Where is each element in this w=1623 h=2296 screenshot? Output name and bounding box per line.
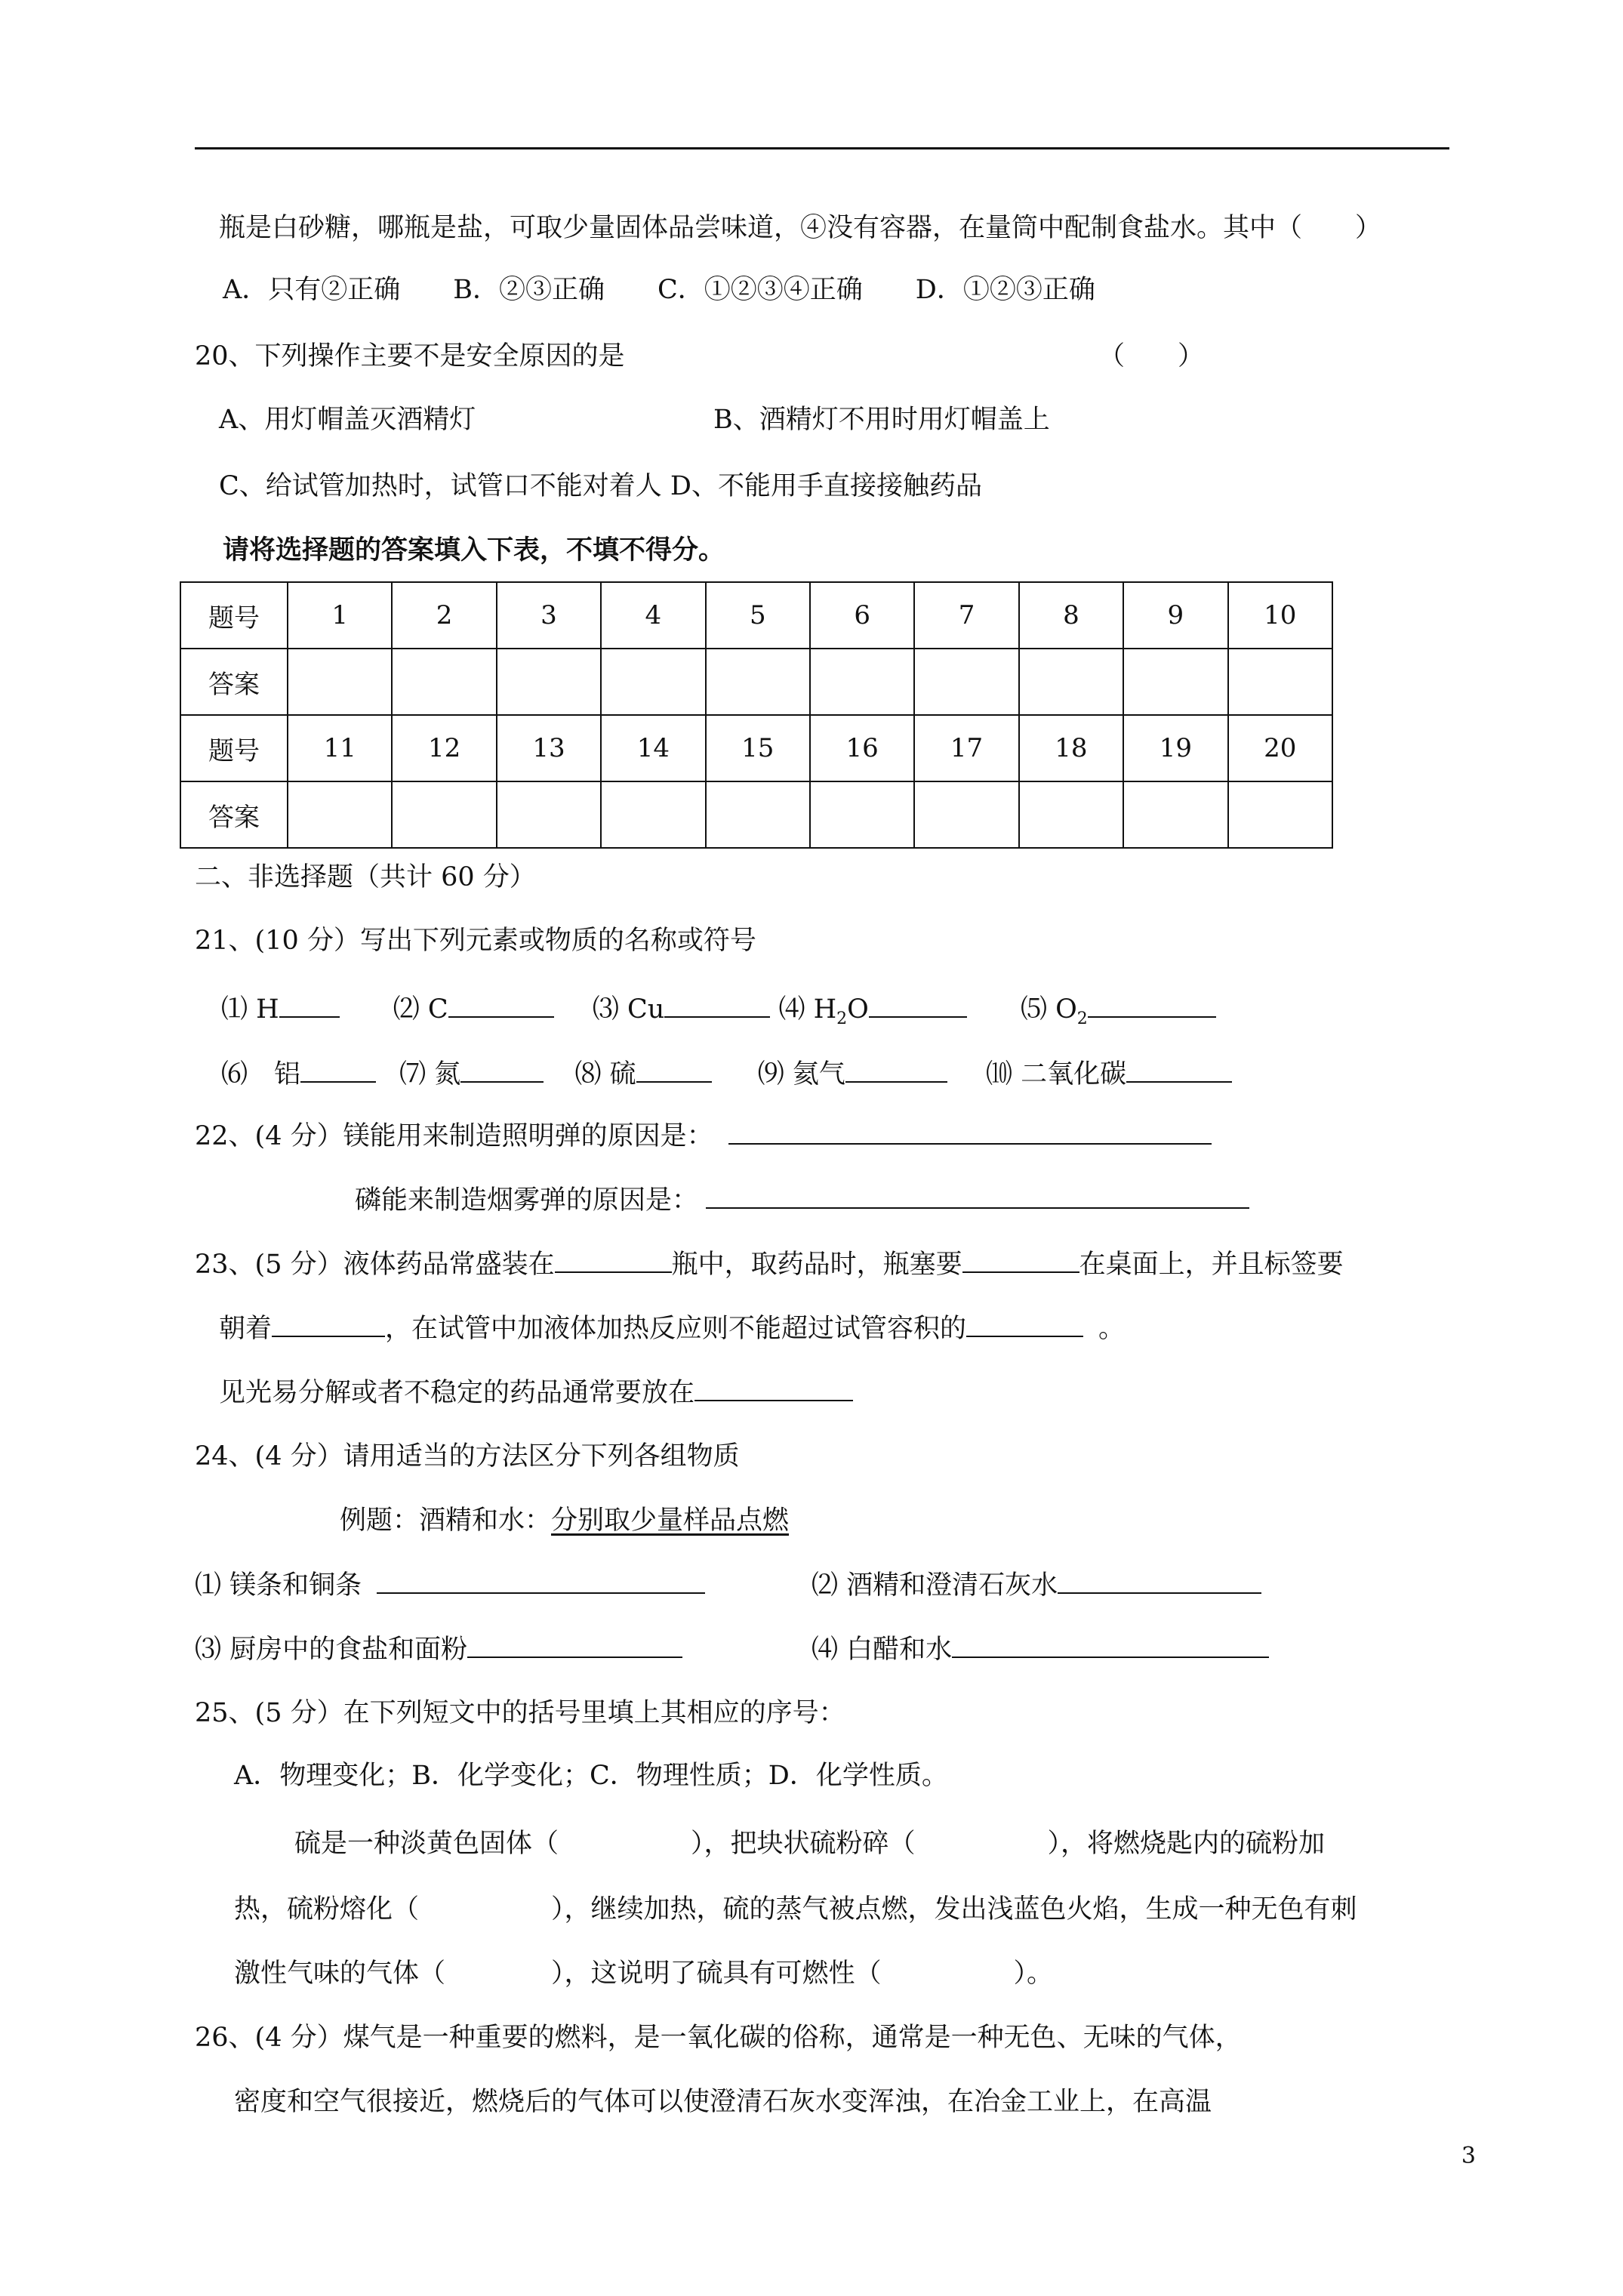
q24-example: 例题：酒精和水：分别取少量样品点燃 — [340, 1505, 790, 1536]
q24-item-4: ⑷ 白醋和水 — [812, 1631, 1269, 1668]
q20-answer-paren: （ ） — [1098, 341, 1205, 371]
q23-line-2: 朝着 ，在试管中加液体加热反应则不能超过试管容积的 。 — [219, 1310, 1125, 1347]
table-row — [180, 715, 1332, 781]
table-cell: 13 — [497, 715, 601, 781]
table-cell: 8 — [1019, 582, 1123, 649]
table-cell: 17 — [914, 715, 1018, 781]
answer-cell[interactable] — [601, 649, 705, 715]
q25-options: A．物理变化；B．化学变化；C．物理性质；D．化学性质。 — [234, 1761, 948, 1791]
table-cell: 1 — [288, 582, 392, 649]
table-cell: 3 — [497, 582, 601, 649]
answer-cell[interactable] — [392, 781, 496, 848]
table-header-cell: 题号 — [180, 582, 288, 649]
q20-options-cd: C、给试管加热时，试管口不能对着人 D、不能用手直接接触药品 — [219, 471, 982, 501]
table-cell: 20 — [1228, 715, 1332, 781]
table-cell: 11 — [288, 715, 392, 781]
answer-cell[interactable] — [810, 649, 914, 715]
answer-cell[interactable] — [1123, 781, 1227, 848]
q21-stem: 21、(10 分）写出下列元素或物质的名称或符号 — [195, 926, 756, 956]
answer-cell[interactable] — [706, 781, 810, 848]
q19-options: A．只有②正确 B．②③正确 C．①②③④正确 D．①②③正确 — [223, 275, 1095, 305]
table-cell: 7 — [914, 582, 1018, 649]
answer-cell[interactable] — [1019, 649, 1123, 715]
table-cell: 15 — [706, 715, 810, 781]
section-2-heading: 二、非选择题（共计 60 分） — [195, 862, 536, 892]
q21-row-2: ⑹ 铝 ⑺ 氮 ⑻ 硫 ⑼ 氦气 ⑽ 二氧化碳 — [221, 1056, 1232, 1093]
q26-line-1: 26、(4 分）煤气是一种重要的燃料，是一氧化碳的俗称，通常是一种无色、无味的气体， — [195, 2023, 1242, 2053]
q25-paragraph-3: 激性气味的气体（ ），这说明了硫具有可燃性（ ）。 — [234, 1959, 1054, 1989]
header-rule — [195, 147, 1449, 149]
table-row — [180, 781, 1332, 848]
answer-cell[interactable] — [810, 781, 914, 848]
q20-option-a: A、用灯帽盖灭酒精灯 — [219, 405, 476, 435]
table-cell: 16 — [810, 715, 914, 781]
q22-line-1: 22、(4 分）镁能用来制造照明弹的原因是： — [195, 1117, 1212, 1154]
q23-line-1: 23、(5 分）液体药品常盛装在 瓶中，取药品时，瓶塞要 在桌面上，并且标签要 — [195, 1246, 1344, 1283]
answer-instruction: 请将选择题的答案填入下表，不填不得分。 — [223, 535, 725, 566]
q20-stem: 20、下列操作主要不是安全原因的是 — [195, 341, 625, 371]
q19-continuation: 瓶是白砂糖，哪瓶是盐，可取少量固体品尝味道，④没有容器，在量筒中配制食盐水。其中（ ） — [219, 213, 1382, 243]
table-cell: 14 — [601, 715, 705, 781]
answer-cell[interactable] — [392, 649, 496, 715]
q24-stem: 24、(4 分）请用适当的方法区分下列各组物质 — [195, 1441, 740, 1472]
answer-cell[interactable] — [914, 781, 1018, 848]
answer-cell[interactable] — [497, 649, 601, 715]
table-cell: 2 — [392, 582, 496, 649]
table-row — [180, 582, 1332, 649]
table-cell: 6 — [810, 582, 914, 649]
table-cell: 5 — [706, 582, 810, 649]
answer-cell[interactable] — [1123, 649, 1227, 715]
q24-item-2: ⑵ 酒精和澄清石灰水 — [812, 1567, 1261, 1604]
answer-cell[interactable] — [497, 781, 601, 848]
table-row — [180, 649, 1332, 715]
q24-item-1: ⑴ 镁条和铜条 — [195, 1567, 705, 1604]
table-header-cell: 答案 — [180, 649, 288, 715]
q21-row-1: ⑴ H ⑵ C ⑶ Cu ⑷ $H_2O$ ⑸ $O_2$ — [221, 991, 1216, 1037]
table-cell: 19 — [1123, 715, 1227, 781]
answer-cell[interactable] — [1019, 781, 1123, 848]
answer-cell[interactable] — [288, 781, 392, 848]
answer-cell[interactable] — [288, 649, 392, 715]
table-cell: 9 — [1123, 582, 1227, 649]
answer-cell[interactable] — [706, 649, 810, 715]
q24-item-3: ⑶ 厨房中的食盐和面粉 — [195, 1631, 682, 1668]
table-header-cell: 题号 — [180, 715, 288, 781]
q25-paragraph-2: 热，硫粉熔化（ ），继续加热，硫的蒸气被点燃，发出浅蓝色火焰，生成一种无色有刺 — [234, 1894, 1357, 1925]
page-number: 3 — [1461, 2143, 1476, 2169]
answer-cell[interactable] — [601, 781, 705, 848]
table-cell: 10 — [1228, 582, 1332, 649]
table-header-cell: 答案 — [180, 781, 288, 848]
q23-line-3: 见光易分解或者不稳定的药品通常要放在 — [219, 1374, 853, 1411]
answer-cell[interactable] — [914, 649, 1018, 715]
q26-line-2: 密度和空气很接近，燃烧后的气体可以使澄清石灰水变浑浊，在冶金工业上，在高温 — [234, 2087, 1212, 2117]
q22-line-2: 磷能来制造烟雾弹的原因是： — [355, 1182, 1249, 1219]
q25-stem: 25、(5 分）在下列短文中的括号里填上其相应的序号： — [195, 1698, 845, 1728]
answer-cell[interactable] — [1228, 649, 1332, 715]
answer-table — [180, 581, 1333, 849]
q20-option-b: B、酒精灯不用时用灯帽盖上 — [713, 405, 1050, 435]
table-cell: 4 — [601, 582, 705, 649]
table-cell: 12 — [392, 715, 496, 781]
answer-cell[interactable] — [1228, 781, 1332, 848]
q25-paragraph-1: 硫是一种淡黄色固体（ ），把块状硫粉碎（ ），将燃烧匙内的硫粉加 — [294, 1829, 1326, 1859]
table-cell: 18 — [1019, 715, 1123, 781]
